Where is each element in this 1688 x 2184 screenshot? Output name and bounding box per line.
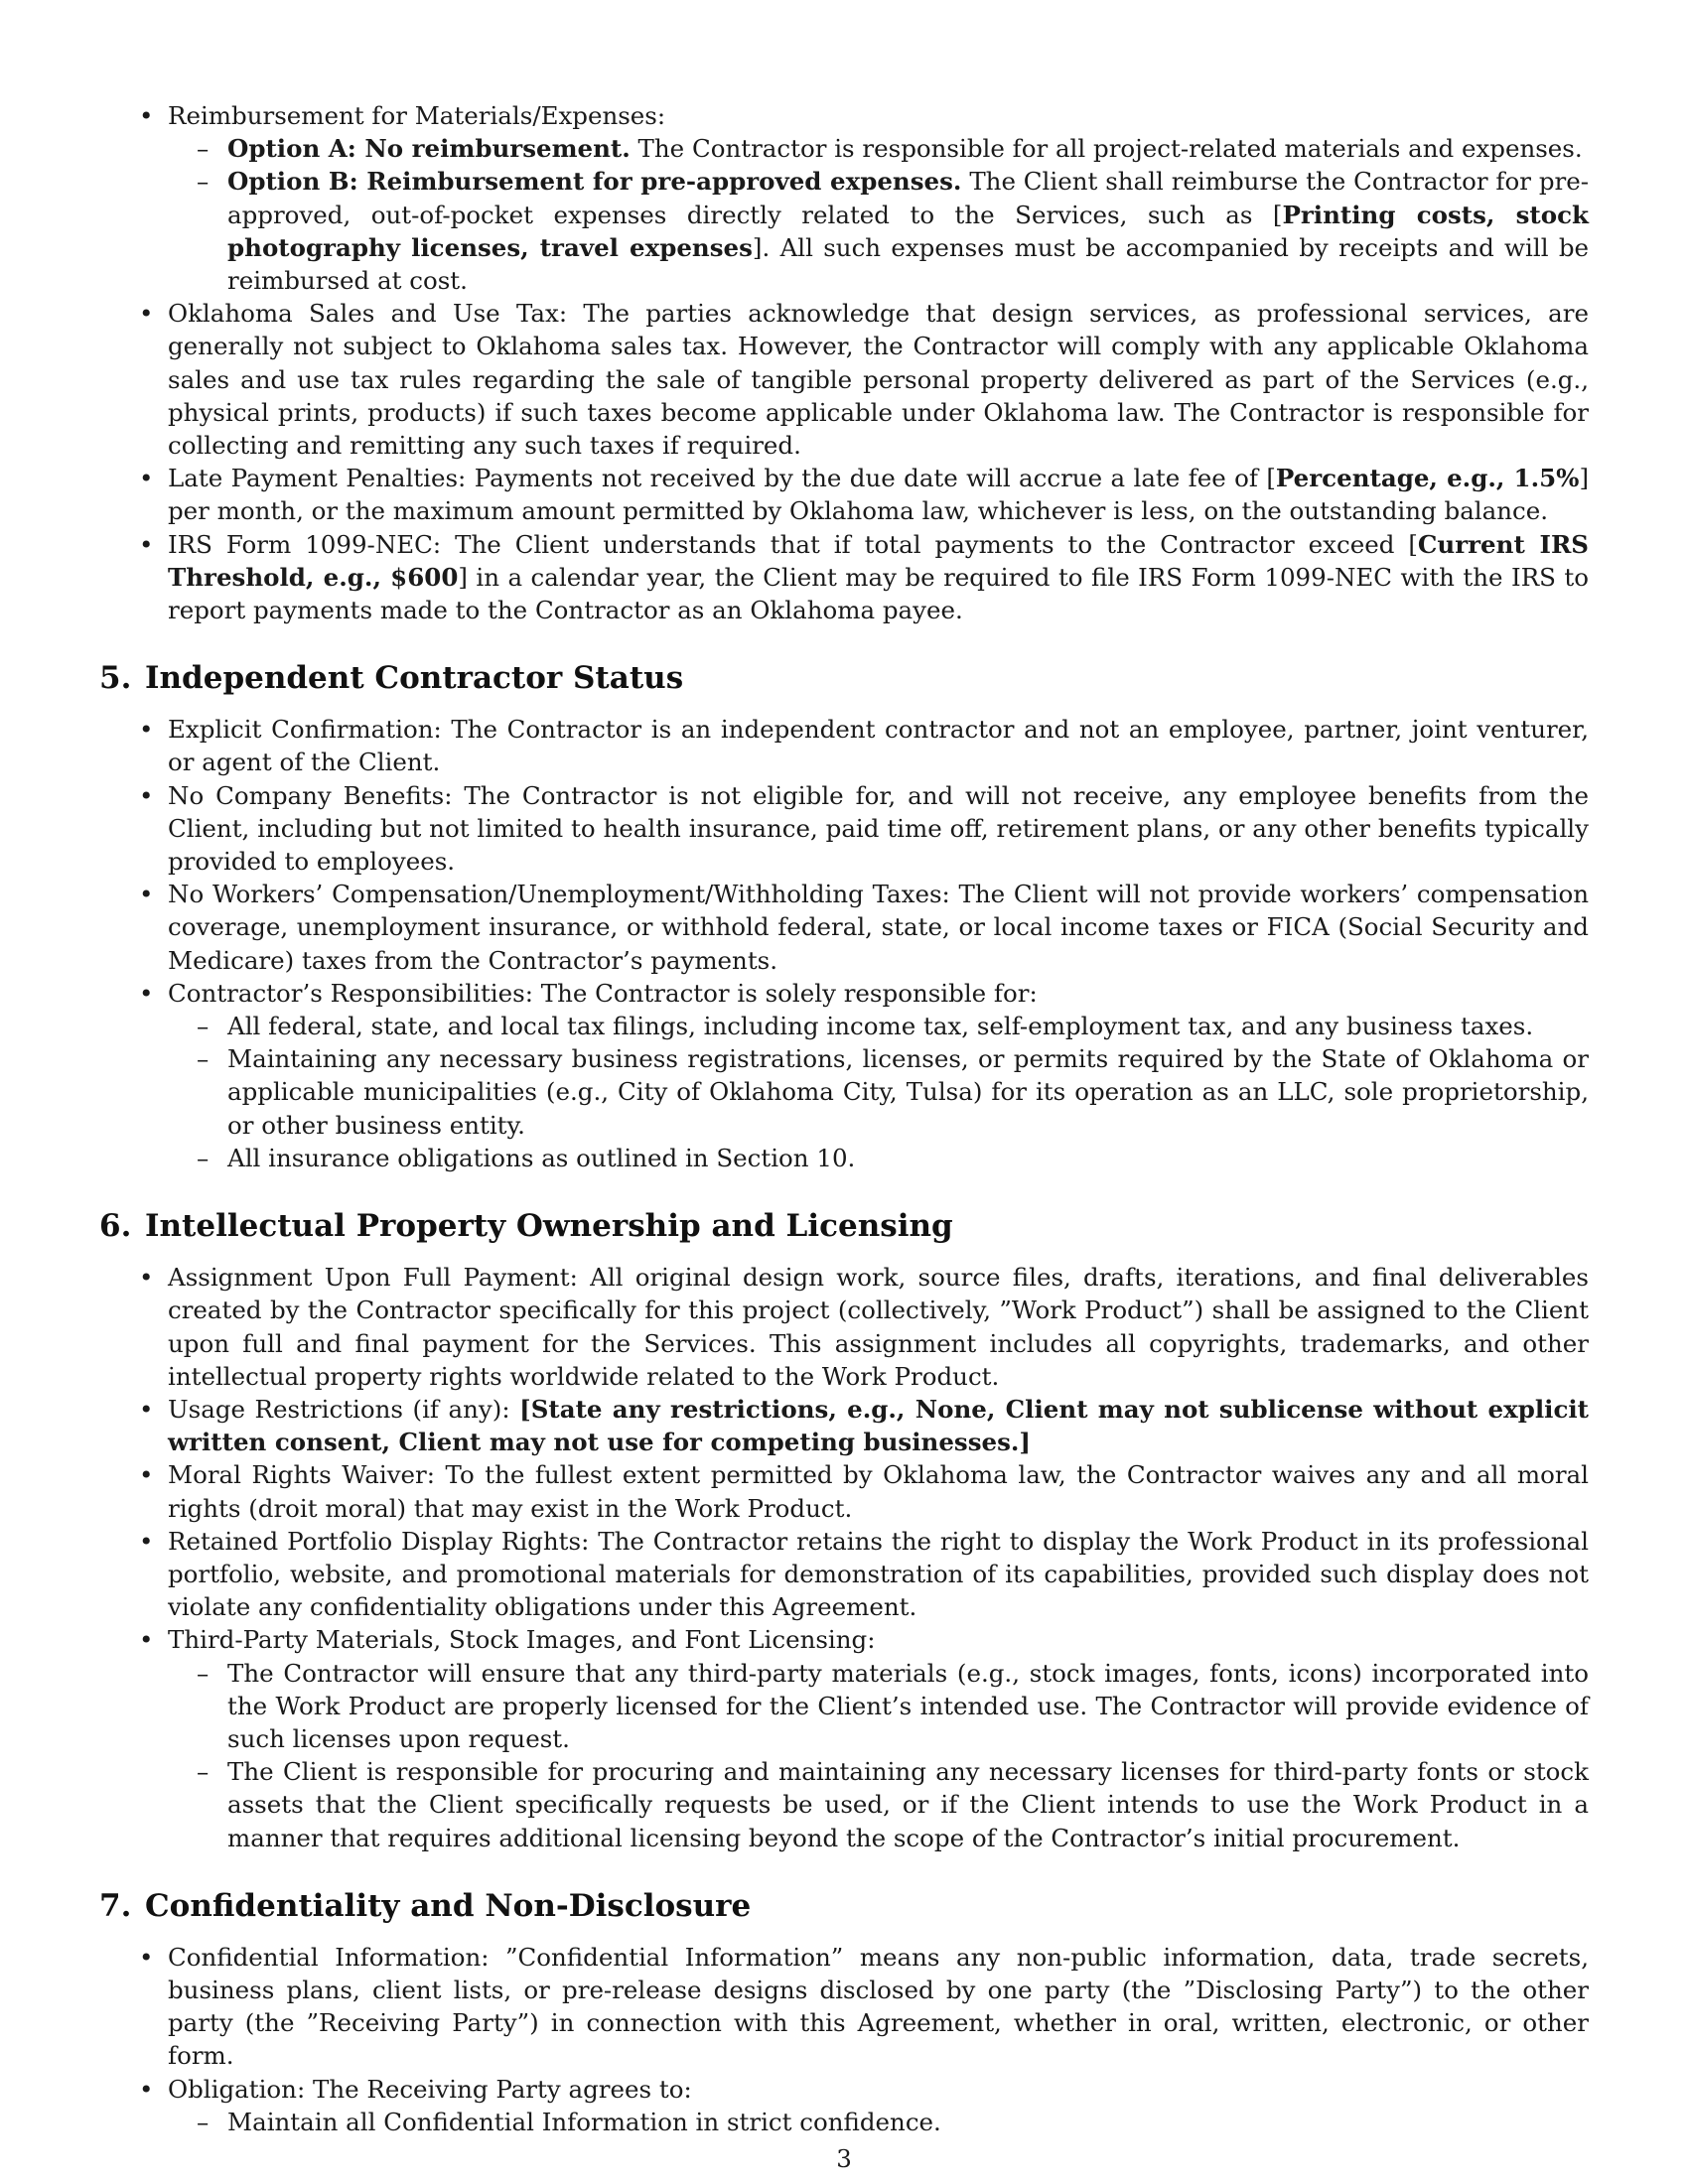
- irs-text: IRS Form 1099-NEC: The Client understands that if total payments to the Contractor exceed [: [168, 529, 1418, 559]
- list-item-sales-tax: [168, 297, 1589, 462]
- responsibilities-text: Contractor’s Responsibilities: The Contractor is solely responsible for:: [168, 978, 1038, 1008]
- late-payment-text: Late Payment Penalties: Payments not received by the due date will accrue a late fee of [: [168, 464, 1276, 493]
- list-item-reimbursement: [168, 99, 1589, 297]
- option-b-text-end: ]. All such expenses must be accompanied by receipts and will be reimbursed at cost.: [227, 232, 1590, 296]
- workers-comp-text: No Workers’ Compensation/Unemployment/Withholding Taxes: The Client will not provide workers’ compensation coverage, unemployment insurance, or withhold federal, state, or local income taxes or FICA (Social Security and Medicare) taxes from the Contractor’s payments.: [168, 880, 1589, 975]
- section-6-title: Intellectual Property Ownership and Licensing: [145, 1208, 953, 1245]
- moral-rights-text: Moral Rights Waiver: To the fullest extent permitted by Oklahoma law, the Contractor waives any and all moral rights (droit moral) that may exist in the Work Product.: [168, 1460, 1589, 1523]
- list-item-late-payment: [168, 462, 1589, 527]
- sales-tax-text: Oklahoma Sales and Use Tax: The parties acknowledge that design services, as professional services, are generally not subject to Oklahoma sales tax. However, the Contractor will comply with any applicable Oklahoma sales and use tax rules regarding the sale of tangible personal property delivered as part of the Services (e.g., physical prints, products) if such taxes become applicable under Oklahoma law. The Contractor is responsible for collecting and remitting any such taxes if required.: [168, 299, 1589, 461]
- list-item-third-party: [168, 1623, 1589, 1853]
- third-party-label: Third-Party Materials, Stock Images, and Font Licensing:: [168, 1625, 876, 1655]
- section-5-number: 5.: [99, 660, 132, 697]
- section-7-title: Confidentiality and Non-Disclosure: [145, 1887, 752, 1924]
- option-b-text: The Client shall reimburse the Contractor for pre-approved, out-of-pocket expenses directly related to the Services, such as [: [227, 167, 1589, 229]
- list-item-assignment: [168, 1261, 1589, 1393]
- sublist-item: – All federal, state, and local tax filings, including income tax, self-employment tax, and any business taxes.: [227, 1010, 1589, 1042]
- usage-placeholder: [State any restrictions, e.g., None, Client may not sublicense without explicit written consent, Client may not use for competing businesses.]: [168, 1394, 1589, 1457]
- no-benefits-text: No Company Benefits: The Contractor is not eligible for, and will not receive, any employee benefits from the Client, including but not limited to health insurance, paid time off, retirement plans, or any other benefits typically provided to employees.: [168, 780, 1589, 877]
- sublist-item: – All insurance obligations as outlined in Section 10.: [227, 1142, 1589, 1174]
- option-b-placeholder: Printing costs, stock photography licenses, travel expenses: [227, 200, 1589, 262]
- page-content: [99, 99, 1589, 2138]
- sublist-item: – The Contractor will ensure that any third-party materials (e.g., stock images, fonts, icons) incorporated into the Work Product are properly licensed for the Client’s intended use. The Contractor will provide evidence of such licenses upon request.: [227, 1657, 1589, 1756]
- section-6-number: 6.: [99, 1208, 132, 1245]
- option-b-title: Option B: Reimbursement for pre-approved expenses.: [227, 167, 962, 197]
- list-item-obligation: [168, 2073, 1589, 2138]
- list-item-portfolio: [168, 1525, 1589, 1624]
- list-item-no-benefits: [168, 779, 1589, 879]
- assignment-text: Assignment Upon Full Payment: All original design work, source files, drafts, iterations, and final deliverables created by the Contractor specifically for this project (collectively, ”Work Product”) shall be assigned to the Client upon full and final payment for the Services. This assignment includes all copyrights, trademarks, and other intellectual property rights worldwide related to the Work Product.: [168, 1263, 1589, 1391]
- reimbursement-label: Reimbursement for Materials/Expenses:: [168, 101, 666, 130]
- explicit-confirmation-text: Explicit Confirmation: The Contractor is an independent contractor and not an employee, partner, joint venturer, or agent of the Client.: [168, 715, 1589, 777]
- late-payment-placeholder: Percentage, e.g., 1.5%: [1275, 464, 1580, 493]
- irs-placeholder: Current IRS Threshold, e.g., $600: [168, 529, 1589, 592]
- list-item-usage-restrictions: [168, 1393, 1589, 1458]
- section-7-number: 7.: [99, 1887, 132, 1924]
- section-5-heading: [99, 658, 1589, 698]
- sublist-item: – Maintain all Confidential Information in strict confidence.: [227, 2106, 1589, 2138]
- list-item-irs-1099: [168, 528, 1589, 627]
- list-item-confidential-info: [168, 1941, 1589, 2073]
- page-number: 3: [836, 2144, 852, 2173]
- section-5-list: [99, 713, 1589, 1174]
- section-6-list: [99, 1261, 1589, 1854]
- list-item-responsibilities: [168, 977, 1589, 1174]
- usage-label: Usage Restrictions (if any):: [168, 1394, 520, 1424]
- third-party-sublist: [168, 1657, 1589, 1854]
- confidential-info-text: Confidential Information: ”Confidential Information” means any non-public information, data, trade secrets, business plans, client lists, or pre-release designs disclosed by one party (the ”Disclosing Party”) to the other party (the ”Receiving Party”) in connection with this Agreement, whether in oral, written, electronic, or other form.: [168, 1942, 1589, 2071]
- irs-text-end: ] in a calendar year, the Client may be required to file IRS Form 1099-NEC with the IRS to report payments made to the Contractor as an Oklahoma payee.: [168, 562, 1589, 625]
- section-6-heading: [99, 1206, 1589, 1246]
- portfolio-text: Retained Portfolio Display Rights: The Contractor retains the right to display the Work Product in its professional portfolio, website, and promotional materials for demonstration of its capabilities, provided such display does not violate any confidentiality obligations under this Agreement.: [168, 1526, 1589, 1622]
- list-item-explicit-confirmation: [168, 713, 1589, 778]
- option-a-title: Option A: No reimbursement.: [227, 134, 631, 164]
- section-4-list: [99, 99, 1589, 626]
- option-a: [227, 132, 1589, 165]
- section-7-list: [99, 1941, 1589, 2138]
- reimbursement-options: [168, 132, 1589, 297]
- obligation-text: Obligation: The Receiving Party agrees to:: [168, 2074, 692, 2104]
- option-a-text: The Contractor is responsible for all project-related materials and expenses.: [630, 134, 1583, 164]
- section-7-heading: [99, 1886, 1589, 1926]
- responsibilities-sublist: [168, 1010, 1589, 1174]
- sublist-item: – The Client is responsible for procuring and maintaining any necessary licenses for third-party fonts or stock assets that the Client specifically requests be used, or if the Client intends to use the Work Product in a manner that requires additional licensing beyond the scope of the Contractor’s initial procurement.: [227, 1755, 1589, 1854]
- obligation-sublist: [168, 2106, 1589, 2138]
- sublist-item: – Maintaining any necessary business registrations, licenses, or permits required by the State of Oklahoma or applicable municipalities (e.g., City of Oklahoma City, Tulsa) for its operation as an LLC, sole proprietorship, or other business entity.: [227, 1042, 1589, 1142]
- late-payment-text-end: ] per month, or the maximum amount permitted by Oklahoma law, whichever is less, on the outstanding balance.: [168, 464, 1589, 526]
- section-5-title: Independent Contractor Status: [145, 660, 684, 697]
- list-item-moral-rights: [168, 1458, 1589, 1524]
- list-item-workers-comp: [168, 878, 1589, 977]
- option-b: [227, 165, 1589, 297]
